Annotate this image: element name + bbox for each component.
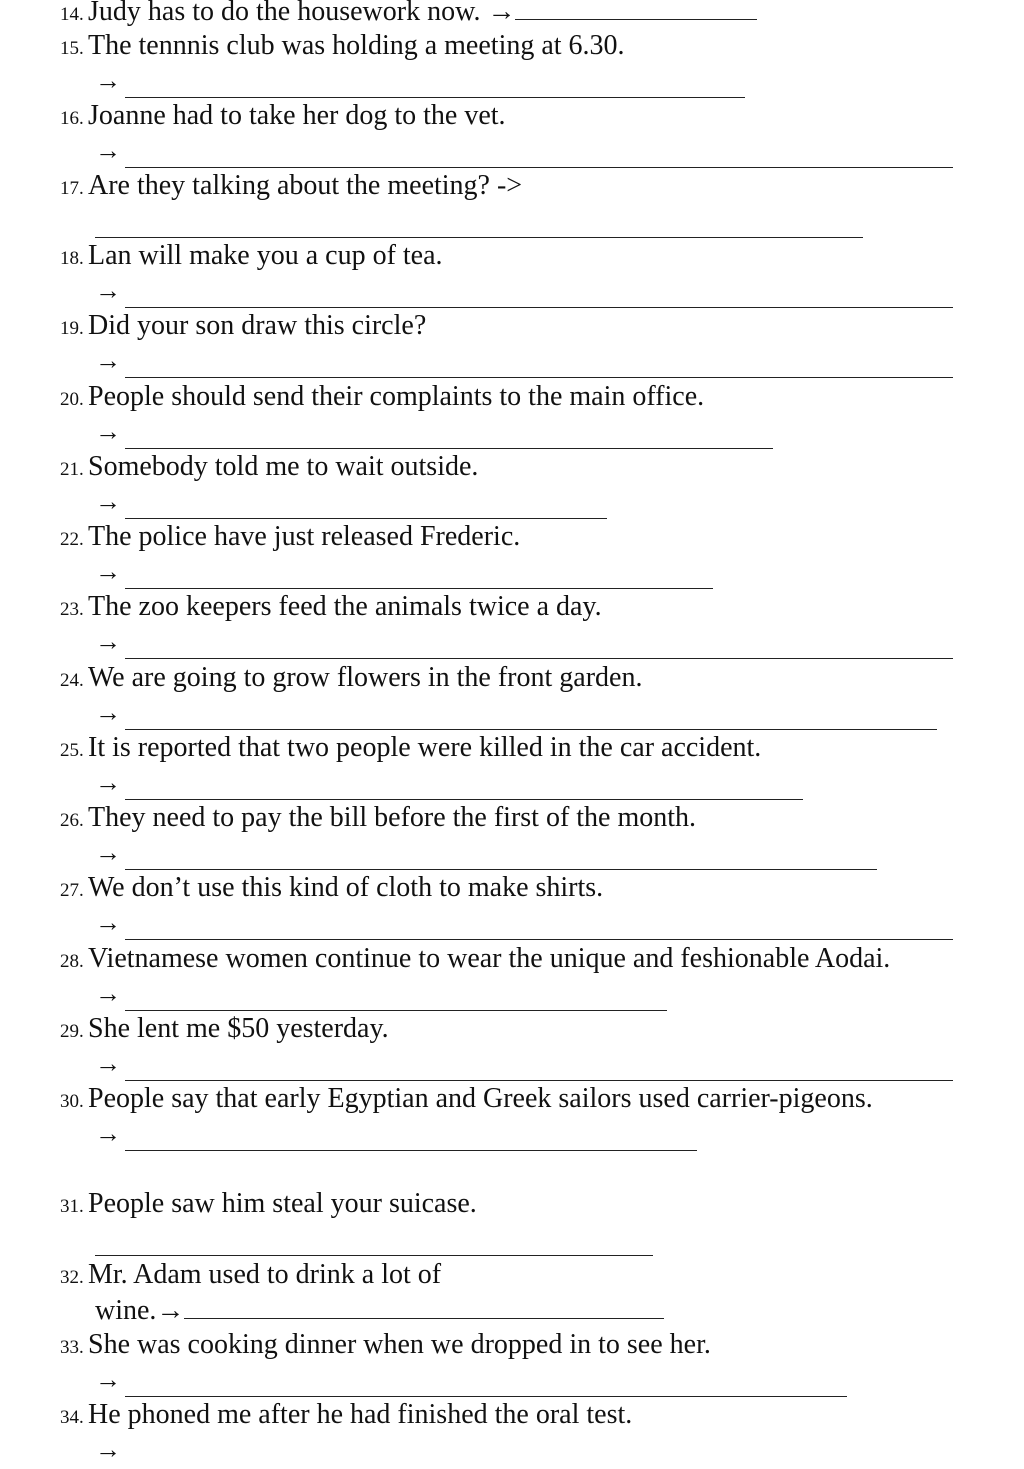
question-number: 17.: [60, 178, 84, 199]
arrow-icon: →: [95, 1119, 121, 1148]
question-number: 18.: [60, 248, 84, 269]
answer-blank[interactable]: [125, 1396, 847, 1397]
question-number: 16.: [60, 108, 84, 129]
answer-blank[interactable]: [125, 167, 953, 168]
answer-blank[interactable]: [515, 0, 757, 20]
arrow-icon: →: [95, 1435, 121, 1464]
question-number: 28.: [60, 951, 84, 972]
question-text: Vietnamese women continue to wear the unique and feshionable Aodai.: [88, 943, 891, 974]
arrow-icon: →: [95, 276, 121, 305]
answer-blank[interactable]: [184, 1296, 664, 1319]
arrow-icon: →: [95, 417, 121, 446]
question-text: People should send their complaints to the main office.: [88, 381, 705, 412]
answer-blank[interactable]: [95, 237, 863, 238]
arrow-icon: →: [95, 66, 121, 95]
answer-blank[interactable]: [125, 518, 607, 519]
question-text: We are going to grow flowers in the front garden.: [88, 662, 643, 693]
question-number: 31.: [60, 1196, 84, 1217]
answer-blank[interactable]: [125, 729, 937, 730]
question-text: People saw him steal your suicase.: [88, 1188, 477, 1219]
question-number: 24.: [60, 670, 84, 691]
question-number: 27.: [60, 880, 84, 901]
question-text: Joanne had to take her dog to the vet.: [88, 100, 506, 131]
question-text: She lent me $50 yesterday.: [88, 1013, 389, 1044]
arrow-icon: →: [95, 136, 121, 165]
arrow-icon: →: [95, 487, 121, 516]
question-number: 15.: [60, 38, 84, 59]
question-text: Did your son draw this circle?: [88, 310, 427, 341]
question-text: The zoo keepers feed the animals twice a day.: [88, 591, 602, 622]
question-number: 21.: [60, 459, 84, 480]
question-number: 14.: [60, 4, 84, 25]
question-number: 23.: [60, 599, 84, 620]
answer-blank[interactable]: [95, 1255, 653, 1256]
question-text: Judy has to do the housework now. →: [88, 0, 516, 27]
question-number: 29.: [60, 1021, 84, 1042]
answer-blank[interactable]: [125, 1150, 697, 1151]
question-text: It is reported that two people were killed in the car accident.: [88, 732, 762, 763]
answer-blank[interactable]: [125, 307, 953, 308]
question-number: 34.: [60, 1407, 84, 1428]
question-text: People say that early Egyptian and Greek sailors used carrier-pigeons.: [88, 1083, 873, 1114]
answer-blank[interactable]: [125, 588, 713, 589]
answer-blank[interactable]: [125, 869, 877, 870]
question-number: 19.: [60, 318, 84, 339]
arrow-icon: →: [95, 557, 121, 586]
answer-blank[interactable]: [125, 1010, 667, 1011]
question-text: Are they talking about the meeting? ->: [88, 170, 523, 201]
answer-blank[interactable]: [125, 97, 745, 98]
question-number: 32.: [60, 1267, 84, 1288]
question-text: Lan will make you a cup of tea.: [88, 240, 443, 271]
arrow-icon: →: [95, 908, 121, 937]
question-text: Somebody told me to wait outside.: [88, 451, 479, 482]
answer-blank[interactable]: [125, 799, 803, 800]
question-text: They need to pay the bill before the first of the month.: [88, 802, 697, 833]
question-number: 26.: [60, 810, 84, 831]
question-number: 22.: [60, 529, 84, 550]
question-number: 30.: [60, 1091, 84, 1112]
arrow-icon: →: [95, 1049, 121, 1078]
answer-blank[interactable]: [125, 939, 953, 940]
arrow-icon: →: [95, 838, 121, 867]
question-text: Mr. Adam used to drink a lot of: [88, 1259, 442, 1290]
answer-blank[interactable]: [125, 377, 953, 378]
question-number: 33.: [60, 1337, 84, 1358]
question-text-continuation: wine.→: [95, 1295, 185, 1326]
answer-blank[interactable]: [125, 658, 953, 659]
answer-blank[interactable]: [125, 1080, 953, 1081]
question-text: The police have just released Frederic.: [88, 521, 521, 552]
arrow-icon: →: [95, 346, 121, 375]
arrow-icon: →: [95, 768, 121, 797]
question-number: 25.: [60, 740, 84, 761]
question-number: 20.: [60, 389, 84, 410]
question-text: The tennnis club was holding a meeting at 6.30.: [88, 30, 625, 61]
question-text: We don’t use this kind of cloth to make shirts.: [88, 872, 604, 903]
arrow-icon: →: [95, 627, 121, 656]
question-text: She was cooking dinner when we dropped in to see her.: [88, 1329, 711, 1360]
question-text: He phoned me after he had finished the oral test.: [88, 1399, 633, 1430]
arrow-icon: →: [95, 1365, 121, 1394]
arrow-icon: →: [95, 698, 121, 727]
arrow-icon: →: [95, 979, 121, 1008]
answer-blank[interactable]: [125, 448, 773, 449]
